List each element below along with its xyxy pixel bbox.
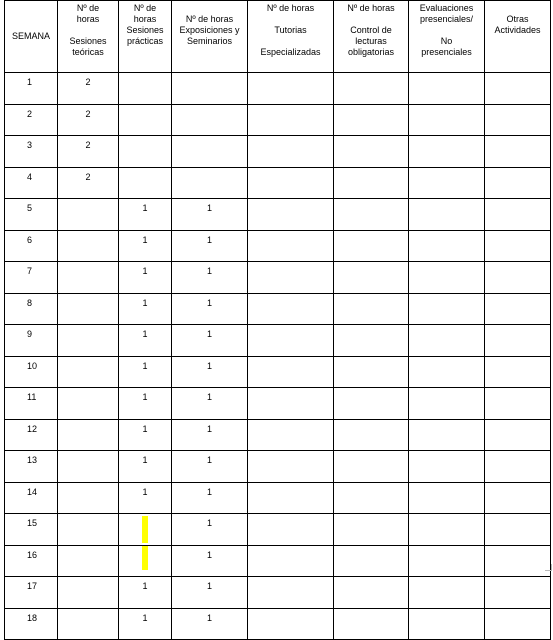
cell-teoricas: 2 bbox=[58, 136, 119, 168]
header-tutorias-line: Nº de horas bbox=[266, 3, 315, 13]
cell-teoricas bbox=[58, 482, 119, 514]
cell-lecturas bbox=[334, 419, 409, 451]
cell-lecturas bbox=[334, 136, 409, 168]
table-row bbox=[5, 325, 551, 357]
cell-semana: 10 bbox=[5, 356, 58, 388]
table-row bbox=[5, 356, 551, 388]
cell-teoricas: 2 bbox=[58, 167, 119, 199]
table-row bbox=[5, 199, 551, 231]
cell-otras bbox=[485, 608, 551, 640]
cell-exposiciones: 1 bbox=[172, 482, 248, 514]
highlight-mark bbox=[142, 546, 148, 570]
header-lecturas bbox=[334, 1, 409, 73]
cell-otras bbox=[485, 325, 551, 357]
table-row bbox=[5, 262, 551, 294]
cell-evaluaciones bbox=[409, 577, 485, 609]
cell-practicas bbox=[119, 73, 172, 105]
cell-teoricas bbox=[58, 545, 119, 577]
cell-evaluaciones bbox=[409, 104, 485, 136]
cell-semana: 7 bbox=[5, 262, 58, 294]
header-exposiciones-line bbox=[172, 3, 247, 14]
cell-otras bbox=[485, 293, 551, 325]
cell-tutorias bbox=[248, 608, 334, 640]
cell-lecturas bbox=[334, 167, 409, 199]
page-corner-mark bbox=[545, 564, 552, 571]
cell-otras bbox=[485, 262, 551, 294]
cell-practicas: 1 bbox=[119, 293, 172, 325]
cell-semana: 18 bbox=[5, 608, 58, 640]
cell-tutorias bbox=[248, 167, 334, 199]
cell-exposiciones: 1 bbox=[172, 356, 248, 388]
cell-practicas: 1 bbox=[119, 356, 172, 388]
cell-semana: 13 bbox=[5, 451, 58, 483]
cell-tutorias bbox=[248, 482, 334, 514]
cell-lecturas bbox=[334, 482, 409, 514]
header-exposiciones bbox=[172, 1, 248, 73]
header-lecturas-line bbox=[334, 14, 408, 25]
table-row bbox=[5, 608, 551, 640]
cell-teoricas: 2 bbox=[58, 104, 119, 136]
cell-teoricas bbox=[58, 419, 119, 451]
cell-evaluaciones bbox=[409, 325, 485, 357]
cell-exposiciones: 1 bbox=[172, 577, 248, 609]
header-teoricas-line bbox=[58, 25, 118, 36]
cell-evaluaciones bbox=[409, 514, 485, 546]
cell-semana: 14 bbox=[5, 482, 58, 514]
header-practicas bbox=[119, 1, 172, 73]
header-tutorias-line bbox=[248, 14, 333, 25]
cell-tutorias bbox=[248, 514, 334, 546]
table-row bbox=[5, 419, 551, 451]
cell-exposiciones: 1 bbox=[172, 419, 248, 451]
header-semana bbox=[5, 1, 58, 73]
cell-exposiciones: 1 bbox=[172, 545, 248, 577]
header-tutorias-line bbox=[248, 36, 333, 47]
cell-exposiciones bbox=[172, 104, 248, 136]
header-evaluaciones-line bbox=[409, 25, 484, 36]
cell-tutorias bbox=[248, 388, 334, 420]
cell-semana: 17 bbox=[5, 577, 58, 609]
cell-tutorias bbox=[248, 262, 334, 294]
cell-lecturas bbox=[334, 325, 409, 357]
header-exposiciones-line: Nº de horas bbox=[185, 14, 234, 24]
table-row bbox=[5, 451, 551, 483]
cell-teoricas bbox=[58, 325, 119, 357]
cell-practicas: 1 bbox=[119, 419, 172, 451]
cell-evaluaciones bbox=[409, 230, 485, 262]
cell-evaluaciones bbox=[409, 262, 485, 294]
cell-practicas: 1 bbox=[119, 608, 172, 640]
cell-evaluaciones bbox=[409, 608, 485, 640]
header-teoricas-line: Nº de bbox=[76, 3, 100, 13]
header-evaluaciones-line: No bbox=[440, 36, 453, 46]
cell-otras bbox=[485, 419, 551, 451]
table-row bbox=[5, 230, 551, 262]
cell-teoricas bbox=[58, 293, 119, 325]
table-row bbox=[5, 577, 551, 609]
header-exposiciones-line: Seminarios bbox=[186, 36, 233, 46]
cell-evaluaciones bbox=[409, 388, 485, 420]
cell-semana: 11 bbox=[5, 388, 58, 420]
cell-tutorias bbox=[248, 73, 334, 105]
header-teoricas bbox=[58, 1, 119, 73]
cell-lecturas bbox=[334, 451, 409, 483]
cell-practicas: 1 bbox=[119, 577, 172, 609]
header-otras-line: Otras bbox=[506, 14, 529, 24]
header-practicas-line: Sesiones bbox=[126, 25, 164, 35]
cell-exposiciones: 1 bbox=[172, 262, 248, 294]
header-exposiciones-line: Exposiciones y bbox=[179, 25, 240, 35]
cell-semana: 2 bbox=[5, 104, 58, 136]
header-practicas-line: horas bbox=[133, 14, 157, 24]
header-teoricas-line: Sesiones bbox=[69, 36, 107, 46]
cell-lecturas bbox=[334, 356, 409, 388]
header-evaluaciones bbox=[409, 1, 485, 73]
cell-evaluaciones bbox=[409, 451, 485, 483]
table-row bbox=[5, 514, 551, 546]
header-lecturas-line: obligatorias bbox=[347, 47, 395, 57]
cell-exposiciones bbox=[172, 167, 248, 199]
table-body bbox=[5, 73, 551, 640]
cell-teoricas bbox=[58, 262, 119, 294]
cell-otras bbox=[485, 199, 551, 231]
cell-teoricas bbox=[58, 451, 119, 483]
header-semana-label: SEMANA bbox=[11, 31, 50, 41]
header-practicas-line: prácticas bbox=[126, 36, 163, 46]
header-lecturas-line: lecturas bbox=[355, 36, 387, 46]
cell-practicas: 1 bbox=[119, 451, 172, 483]
cell-tutorias bbox=[248, 577, 334, 609]
cell-otras bbox=[485, 388, 551, 420]
cell-teoricas bbox=[58, 356, 119, 388]
cell-otras bbox=[485, 167, 551, 199]
cell-evaluaciones bbox=[409, 199, 485, 231]
cell-otras bbox=[485, 451, 551, 483]
header-tutorias bbox=[248, 1, 334, 73]
cell-exposiciones bbox=[172, 136, 248, 168]
table-row bbox=[5, 73, 551, 105]
cell-teoricas bbox=[58, 199, 119, 231]
cell-tutorias bbox=[248, 230, 334, 262]
cell-lecturas bbox=[334, 262, 409, 294]
cell-semana: 4 bbox=[5, 167, 58, 199]
cell-teoricas bbox=[58, 577, 119, 609]
table-row bbox=[5, 136, 551, 168]
cell-evaluaciones bbox=[409, 419, 485, 451]
cell-practicas: 1 bbox=[119, 262, 172, 294]
cell-lecturas bbox=[334, 577, 409, 609]
table-row bbox=[5, 293, 551, 325]
cell-teoricas bbox=[58, 608, 119, 640]
cell-semana: 5 bbox=[5, 199, 58, 231]
cell-exposiciones: 1 bbox=[172, 451, 248, 483]
header-otras-line: Actividades bbox=[494, 25, 541, 35]
cell-exposiciones: 1 bbox=[172, 230, 248, 262]
cell-evaluaciones bbox=[409, 136, 485, 168]
cell-exposiciones: 1 bbox=[172, 293, 248, 325]
cell-practicas bbox=[119, 545, 172, 577]
cell-semana: 8 bbox=[5, 293, 58, 325]
cell-exposiciones: 1 bbox=[172, 608, 248, 640]
cell-practicas: 1 bbox=[119, 482, 172, 514]
cell-exposiciones: 1 bbox=[172, 388, 248, 420]
cell-semana: 16 bbox=[5, 545, 58, 577]
cell-practicas: 1 bbox=[119, 230, 172, 262]
cell-tutorias bbox=[248, 104, 334, 136]
header-lecturas-line: Nº de horas bbox=[347, 3, 395, 13]
table-row bbox=[5, 545, 551, 577]
highlight-mark bbox=[142, 516, 148, 543]
cell-tutorias bbox=[248, 136, 334, 168]
cell-evaluaciones bbox=[409, 293, 485, 325]
cell-lecturas bbox=[334, 199, 409, 231]
cell-otras bbox=[485, 136, 551, 168]
cell-otras bbox=[485, 356, 551, 388]
cell-practicas: 1 bbox=[119, 325, 172, 357]
cell-practicas bbox=[119, 514, 172, 546]
cell-evaluaciones bbox=[409, 167, 485, 199]
cell-exposiciones: 1 bbox=[172, 514, 248, 546]
cell-lecturas bbox=[334, 514, 409, 546]
cell-otras bbox=[485, 545, 551, 577]
header-tutorias-line: Tutorias bbox=[274, 25, 307, 35]
header-teoricas-line: teóricas bbox=[72, 47, 104, 57]
header-row bbox=[5, 1, 551, 73]
cell-tutorias bbox=[248, 293, 334, 325]
table-row bbox=[5, 104, 551, 136]
cell-lecturas bbox=[334, 104, 409, 136]
header-lecturas-line: Control de bbox=[350, 25, 392, 35]
header-practicas-line: Nº de bbox=[133, 3, 157, 13]
cell-exposiciones bbox=[172, 73, 248, 105]
header-otras-line bbox=[485, 3, 550, 14]
table-row bbox=[5, 482, 551, 514]
cell-exposiciones: 1 bbox=[172, 199, 248, 231]
cell-teoricas bbox=[58, 230, 119, 262]
table-row bbox=[5, 167, 551, 199]
cell-tutorias bbox=[248, 451, 334, 483]
schedule-table bbox=[4, 0, 551, 640]
cell-evaluaciones bbox=[409, 73, 485, 105]
cell-practicas: 1 bbox=[119, 199, 172, 231]
header-teoricas-line: horas bbox=[76, 14, 100, 24]
header-otras bbox=[485, 1, 551, 73]
cell-teoricas: 2 bbox=[58, 73, 119, 105]
cell-evaluaciones bbox=[409, 356, 485, 388]
cell-practicas: 1 bbox=[119, 388, 172, 420]
cell-otras bbox=[485, 73, 551, 105]
cell-lecturas bbox=[334, 608, 409, 640]
cell-teoricas bbox=[58, 388, 119, 420]
cell-otras bbox=[485, 104, 551, 136]
cell-semana: 9 bbox=[5, 325, 58, 357]
cell-semana: 1 bbox=[5, 73, 58, 105]
cell-teoricas bbox=[58, 514, 119, 546]
cell-semana: 3 bbox=[5, 136, 58, 168]
cell-tutorias bbox=[248, 325, 334, 357]
cell-evaluaciones bbox=[409, 482, 485, 514]
cell-otras bbox=[485, 482, 551, 514]
cell-tutorias bbox=[248, 199, 334, 231]
cell-exposiciones: 1 bbox=[172, 325, 248, 357]
cell-tutorias bbox=[248, 545, 334, 577]
cell-tutorias bbox=[248, 419, 334, 451]
cell-otras bbox=[485, 514, 551, 546]
cell-semana: 12 bbox=[5, 419, 58, 451]
cell-lecturas bbox=[334, 73, 409, 105]
header-tutorias-line: Especializadas bbox=[260, 47, 321, 57]
table-row bbox=[5, 388, 551, 420]
cell-lecturas bbox=[334, 293, 409, 325]
cell-semana: 6 bbox=[5, 230, 58, 262]
header-evaluaciones-line: presenciales bbox=[421, 47, 472, 57]
cell-evaluaciones bbox=[409, 545, 485, 577]
cell-semana: 15 bbox=[5, 514, 58, 546]
cell-practicas bbox=[119, 167, 172, 199]
cell-otras bbox=[485, 577, 551, 609]
cell-lecturas bbox=[334, 230, 409, 262]
cell-tutorias bbox=[248, 356, 334, 388]
cell-lecturas bbox=[334, 388, 409, 420]
cell-practicas bbox=[119, 104, 172, 136]
cell-practicas bbox=[119, 136, 172, 168]
cell-lecturas bbox=[334, 545, 409, 577]
header-evaluaciones-line: Evaluaciones bbox=[419, 3, 474, 13]
header-evaluaciones-line: presenciales/ bbox=[419, 14, 474, 24]
cell-otras bbox=[485, 230, 551, 262]
